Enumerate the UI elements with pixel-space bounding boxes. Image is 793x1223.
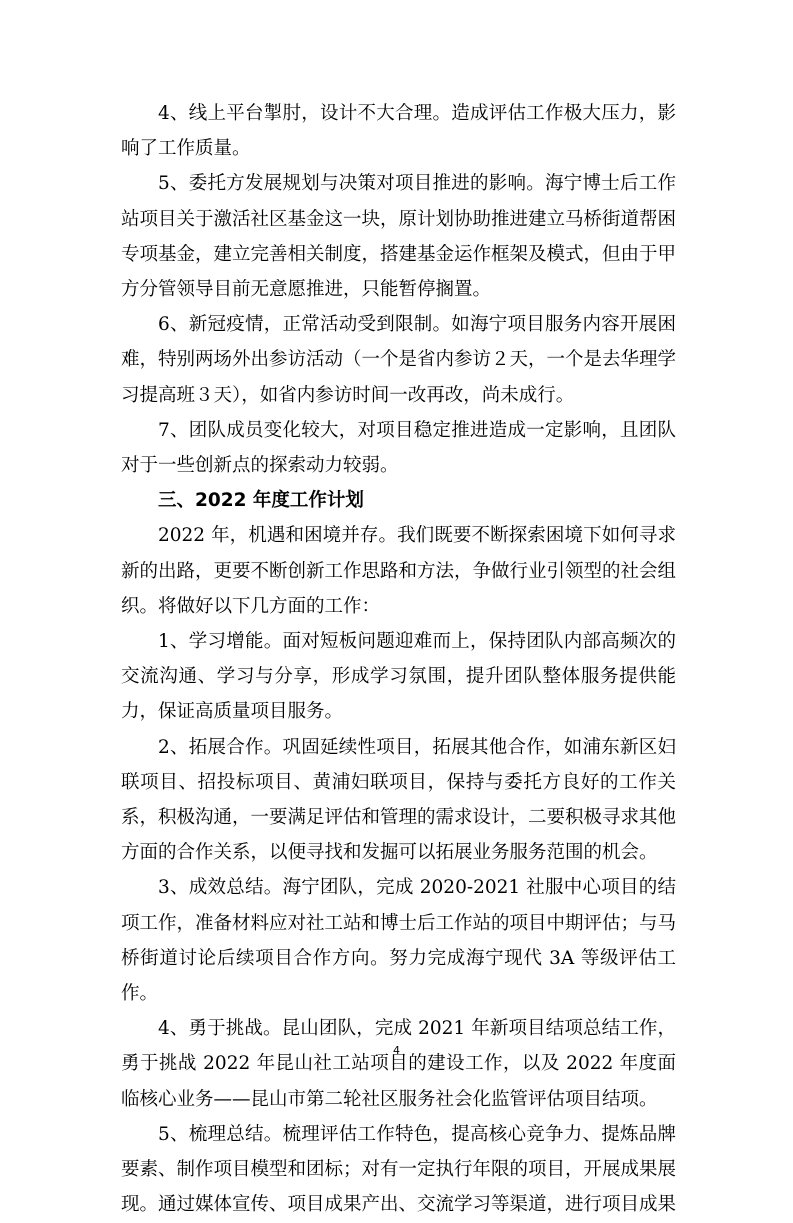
paragraph-item-7: 7、团队成员变化较大，对项目稳定推进造成一定影响，且团队对于一些创新点的探索动力较弱。 bbox=[121, 419, 676, 477]
section-heading: 三、2022 年度工作计划 bbox=[158, 490, 364, 512]
paragraph-plan-1: 1、学习增能。面对短板问题迎难而上，保持团队内部高频次的交流沟通、学习与分享，形成学习氛围，提升团队整体服务提供能力，保证高质量项目服务。 bbox=[121, 631, 676, 723]
paragraph-plan-5: 5、梳理总结。梳理评估工作特色，提高核心竞争力、提炼品牌要素、制作项目模型和团标；对有一定执行年限的项目，开展成果展现。通过媒体宣传、项目成果产出、交流学习等渠道，进行项目成果 bbox=[121, 1123, 677, 1216]
paragraph-plan-2: 2、拓展合作。巩固延续性项目，拓展其他合作，如浦东新区妇联项目、招投标项目、黄浦妇联项目，保持与委托方良好的工作关系，积极沟通，一要满足评估和管理的需求设计，二要积极寻求其他方面的合作关系，以便寻找和发掘可以拓展业务服务范围的机会。 bbox=[121, 736, 677, 864]
paragraph-item-6: 6、新冠疫情，正常活动受到限制。如海宁项目服务内容开展困难，特别两场外出参访活动（一个是省内参访２天，一个是去华理学习提高班３天），如省内参访时间一改再改，尚未成行。 bbox=[121, 314, 677, 406]
paragraph-intro: 2022 年，机遇和困境并存。我们既要不断探索困境下如何寻求新的出路，更要不断创新工作思路和方法，争做行业引领型的社会组织。将做好以下几方面的工作： bbox=[121, 525, 677, 617]
paragraph-item-5: 5、委托方发展规划与决策对项目推进的影响。海宁博士后工作站项目关于激活社区基金这一块，原计划协助推进建立马桥街道帮困专项基金，建立完善相关制度，搭建基金运作框架及模式，但由于甲方分管领导目前无意愿推进，只能暂停搁置。 bbox=[121, 173, 677, 301]
paragraph-plan-3: 3、成效总结。海宁团队，完成 2020-2021 社服中心项目的结项工作，准备材料应对社工站和博士后工作站的项目中期评估；与马桥街道讨论后续项目合作方向。努力完成海宁现代 3A 等级评估工作。 bbox=[121, 877, 677, 1005]
paragraph-item-4: 4、线上平台掣肘，设计不大合理。造成评估工作极大压力，影响了工作质量。 bbox=[121, 103, 676, 160]
paragraph-plan-4: 4、勇于挑战。昆山团队，完成 2021 年新项目结项总结工作，勇于挑战 2022 年昆山社工站项目的建设工作，以及 2022 年度面临核心业务——昆山市第二轮社区服务社会化监管评估项目结项。 bbox=[121, 1018, 676, 1110]
page-number: 4 bbox=[393, 1044, 400, 1057]
